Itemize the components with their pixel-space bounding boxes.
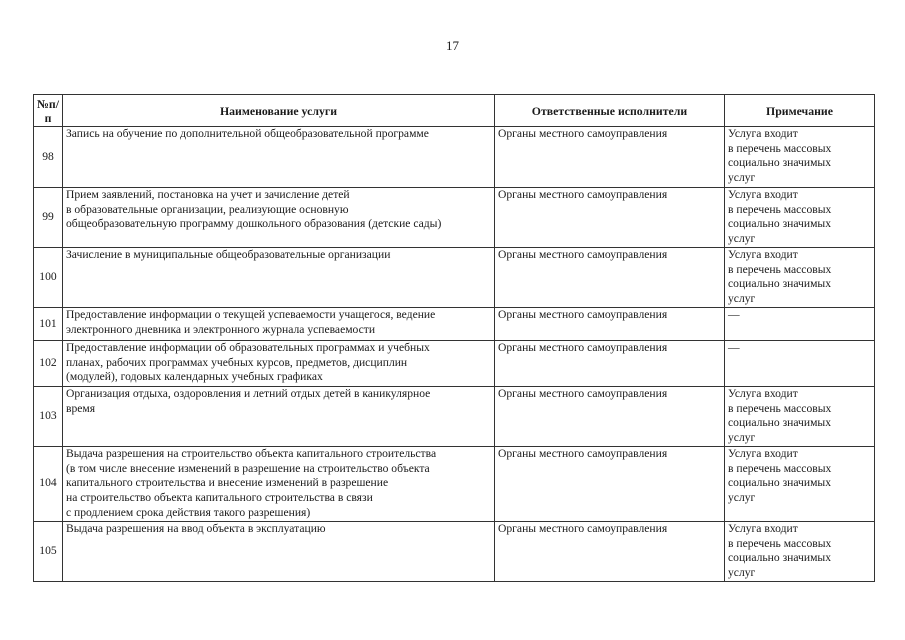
row-number: 104 xyxy=(34,446,63,521)
table-row xyxy=(34,521,875,581)
note: Услуга входит в перечень массовых социально значимых услуг xyxy=(725,387,875,447)
responsible-executors: Органы местного самоуправления xyxy=(495,248,725,308)
service-name: Предоставление информации об образовательных программах и учебных планах, рабочих программах учебных курсов, предметов, дисциплин (модулей), годовых календарных учебных графиках xyxy=(63,341,495,387)
service-name: Зачисление в муниципальные общеобразовательные организации xyxy=(63,248,495,308)
note: Услуга входит в перечень массовых социально значимых услуг xyxy=(725,127,875,188)
note: Услуга входит в перечень массовых социально значимых услуг xyxy=(725,188,875,248)
responsible-executors: Органы местного самоуправления xyxy=(495,387,725,447)
service-name: Предоставление информации о текущей успеваемости учащегося, ведение электронного дневника и электронного журнала успеваемости xyxy=(63,308,495,341)
note: — xyxy=(725,308,875,341)
note: Услуга входит в перечень массовых социально значимых услуг xyxy=(725,446,875,521)
table-row xyxy=(34,341,875,387)
note: — xyxy=(725,341,875,387)
row-number: 101 xyxy=(34,308,63,341)
row-number: 102 xyxy=(34,341,63,387)
table-row xyxy=(34,387,875,447)
header-service: Наименование услуги xyxy=(63,95,495,127)
responsible-executors: Органы местного самоуправления xyxy=(495,188,725,248)
service-name: Запись на обучение по дополнительной общеобразовательной программе xyxy=(63,127,495,188)
header-number: №п/п xyxy=(34,95,63,127)
table-row xyxy=(34,248,875,308)
header-note: Примечание xyxy=(725,95,875,127)
responsible-executors: Органы местного самоуправления xyxy=(495,446,725,521)
note: Услуга входит в перечень массовых социально значимых услуг xyxy=(725,248,875,308)
header-executors: Ответственные исполнители xyxy=(495,95,725,127)
service-name: Выдача разрешения на строительство объекта капитального строительства (в том числе внесение изменений в разрешение на строительство объекта капитального строительства и внесение изменений в разрешение на строительство объекта капитального строительства в связи с продлением срока действия такого разрешения) xyxy=(63,446,495,521)
table-row xyxy=(34,446,875,521)
page-number: 17 xyxy=(446,38,459,53)
service-name: Прием заявлений, постановка на учет и зачисление детей в образовательные организации, реализующие основную общеобразовательную программу дошкольного образования (детские сады) xyxy=(63,188,495,248)
services-table xyxy=(33,94,875,582)
service-name: Выдача разрешения на ввод объекта в эксплуатацию xyxy=(63,521,495,581)
table-row xyxy=(34,308,875,341)
table-row xyxy=(34,127,875,188)
row-number: 105 xyxy=(34,521,63,581)
table-header-row xyxy=(34,95,875,127)
responsible-executors: Органы местного самоуправления xyxy=(495,521,725,581)
row-number: 98 xyxy=(34,127,63,188)
service-name: Организация отдыха, оздоровления и летний отдых детей в каникулярное время xyxy=(63,387,495,447)
row-number: 99 xyxy=(34,188,63,248)
responsible-executors: Органы местного самоуправления xyxy=(495,127,725,188)
note: Услуга входит в перечень массовых социально значимых услуг xyxy=(725,521,875,581)
responsible-executors: Органы местного самоуправления xyxy=(495,341,725,387)
row-number: 100 xyxy=(34,248,63,308)
row-number: 103 xyxy=(34,387,63,447)
responsible-executors: Органы местного самоуправления xyxy=(495,308,725,341)
table-row xyxy=(34,188,875,248)
